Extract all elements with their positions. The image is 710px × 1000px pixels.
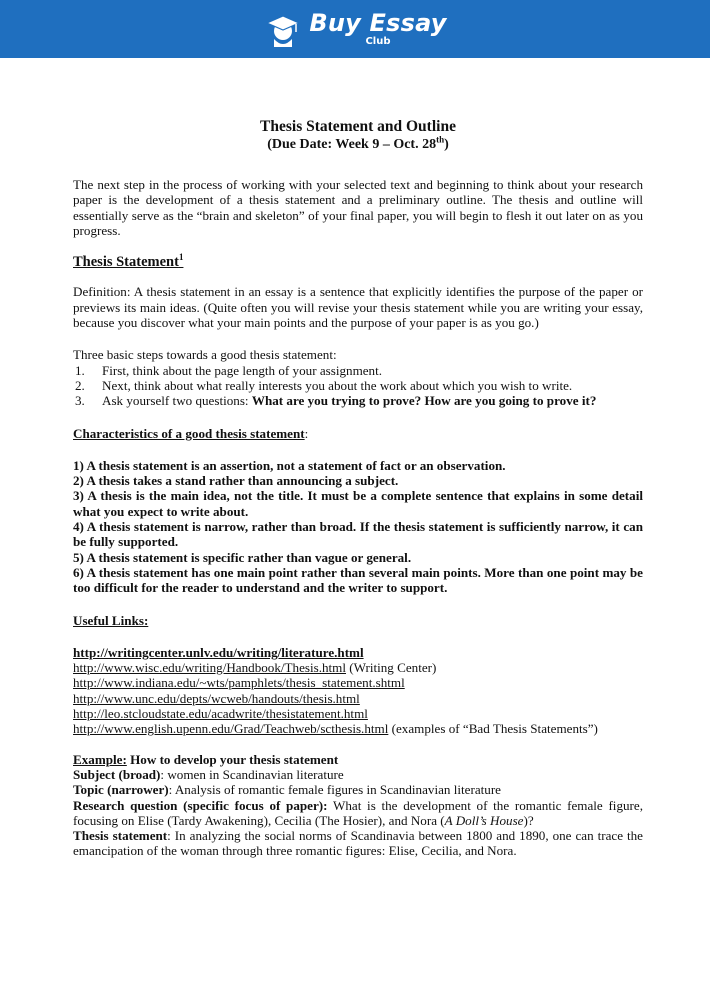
thesis-heading-text: Thesis Statement [73,254,179,271]
due-date-text: (Due Date: Week 9 – Oct. 28 [267,137,437,152]
steps-list [73,363,643,409]
list-text: Next, think about what really interests you about the work about which you wish to write. [102,377,573,393]
example-research-question [73,798,643,829]
link-note: (Writing Center) [346,660,437,676]
doc-title: Thesis Statement and Outline [260,118,456,135]
link-wisc[interactable]: http://www.wisc.edu/writing/Handbook/Thesis.html [73,660,347,676]
example-heading-rest: How to develop your thesis statement [126,751,339,767]
thesis-label: Thesis statement [73,828,168,844]
characteristics-heading-text: Characteristics of a good thesis statement [73,425,305,441]
rq-end: )? [523,812,534,828]
link-unlv[interactable]: http://writingcenter.unlv.edu/writing/literature.html [73,644,364,660]
list-number: 2. [75,377,85,393]
characteristics-heading [73,426,643,441]
list-text: Ask yourself two questions: [102,393,252,409]
characteristic-item: 2) A thesis takes a stand rather than announcing a subject. [73,473,399,489]
header-bar [0,0,710,58]
graduate-cap-icon [263,9,303,49]
links-list [73,645,643,737]
thesis-text: : In analyzing the social norms of Scandinavia between 1800 and 1890, one can trace the emancipation of the woman through three romantic figures: Elise, Cecilia, and Nora. [73,828,643,859]
rq-text: What is the development of the romantic female figure, focusing on Elise (Tardy Awakening), Cecilia (The Hosier), and Nora ( [73,797,643,828]
due-date [73,136,643,153]
example-subject [73,767,643,782]
link-indiana[interactable]: http://www.indiana.edu/~wts/pamphlets/thesis_statement.shtml [73,675,405,691]
link-note: (examples of “Bad Thesis Statements”) [388,721,598,737]
example-thesis [73,828,643,859]
logo-sub: Club [365,36,391,47]
rq-italic: A Doll’s House [444,812,524,828]
logo-name: Buy Essay [309,9,447,37]
list-text: First, think about the page length of your assignment. [102,362,383,378]
characteristic-item: 4) A thesis statement is narrow, rather than broad. If the thesis statement is sufficiently narrow, it can be fully supported. [73,519,643,550]
example-label: Example: [73,751,127,767]
example-topic [73,782,643,797]
example-heading [73,752,643,767]
steps-intro: Three basic steps towards a good thesis statement: [73,347,337,363]
list-text-bold: What are you trying to prove? How are you going to prove it? [251,393,597,409]
list-item [73,393,643,408]
subject-label: Subject (broad) [73,766,161,782]
intro-paragraph: The next step in the process of working with your selected text and beginning to think about your research paper is the development of a thesis statement and a preliminary outline. The thesis and outline will essentially serve as the “brain and skeleton” of your final paper, you will begin to flesh it out later on as you progress. [73,177,643,238]
list-number: 1. [75,362,85,378]
characteristics-colon: : [304,425,309,441]
subject-text: : women in Scandinavian literature [160,766,344,782]
topic-text: : Analysis of romantic female figures in Scandinavian literature [168,782,501,798]
characteristics-list [73,458,643,596]
link-unc[interactable]: http://www.unc.edu/depts/wcweb/handouts/thesis.html [73,690,360,706]
thesis-heading [73,252,643,271]
characteristic-item: 5) A thesis statement is specific rather than vague or general. [73,549,412,565]
due-date-sup: th [436,134,445,145]
site-logo[interactable] [263,9,446,49]
characteristic-item: 1) A thesis statement is an assertion, not a statement of fact or an observation. [73,457,506,473]
rq-label: Research question (specific focus of paper): [73,797,328,813]
definition-paragraph: Definition: A thesis statement in an essay is a sentence that explicitly identifies the purpose of the paper or previews its main ideas. (Quite often you will revise your thesis statement while you are writing your essay, because you discover what your main points and the purpose of your paper is as you go.) [73,284,643,331]
list-item [73,378,643,393]
characteristic-item: 6) A thesis statement has one main point rather than several main points. More than one point may be too difficult for the reader to understand and the writer to support. [73,564,643,596]
topic-label: Topic (narrower) [73,782,169,798]
example-section [73,752,643,859]
footnote-mark: 1 [178,252,184,263]
links-heading: Useful Links: [73,612,149,628]
document-page [73,118,643,859]
link-upenn[interactable]: http://www.english.upenn.edu/Grad/Teachweb/scthesis.html [73,721,389,737]
link-stcloud[interactable]: http://leo.stcloudstate.edu/acadwrite/thesistatement.html [73,706,368,722]
list-number: 3. [75,393,85,409]
characteristic-item: 3) A thesis is the main idea, not the title. It must be a complete sentence that explains in some detail what you expect to write about. [73,488,643,519]
list-item [73,363,643,378]
due-date-end: ) [444,137,449,152]
